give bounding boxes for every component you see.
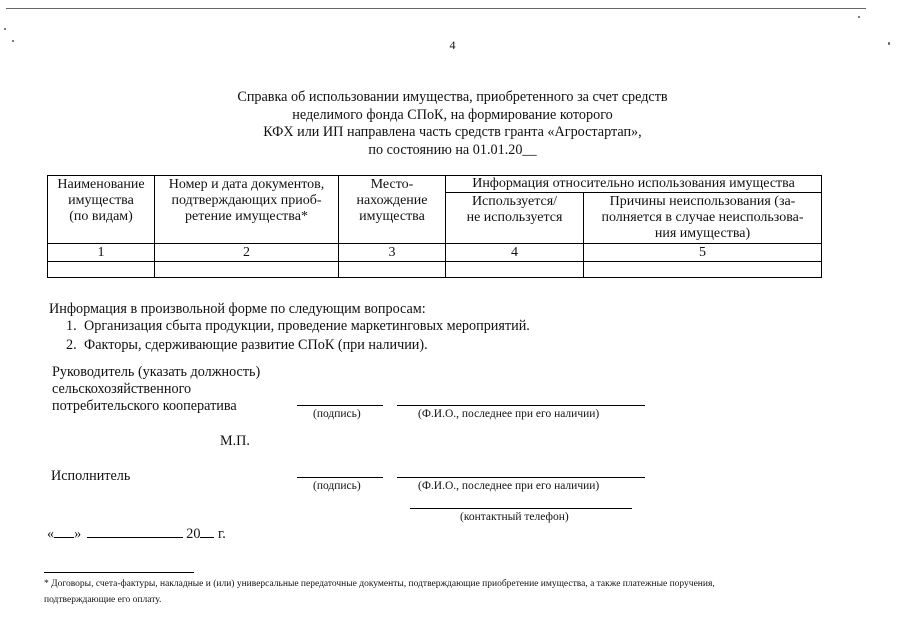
table-cell-empty bbox=[339, 262, 446, 278]
executor-signature-caption: (подпись) bbox=[313, 480, 361, 492]
table-cell-empty bbox=[446, 262, 584, 278]
date-field: « » 20 г. bbox=[47, 526, 226, 542]
title-line: по состоянию на 01.01.20__ bbox=[368, 141, 537, 158]
table-cell-empty bbox=[155, 262, 339, 278]
footnote: * Договоры, счета-фактуры, накладные и (или) универсальные передаточные документы, подтверждающие приобретение имущества, а также платежные поручения, подтверждающие его оплату. bbox=[44, 579, 715, 605]
table-cell-empty bbox=[48, 262, 155, 278]
scan-speck bbox=[858, 16, 860, 18]
executor-label: Исполнитель bbox=[51, 468, 131, 484]
title-line: Справка об использовании имущества, приобретенного за счет средств bbox=[237, 89, 668, 105]
head-signature-line bbox=[297, 405, 383, 406]
header-used: Используется/ не используется bbox=[446, 193, 584, 244]
column-number: 4 bbox=[446, 244, 584, 262]
phone-caption: (контактный телефон) bbox=[460, 511, 569, 523]
page-number: 4 bbox=[449, 38, 456, 52]
head-fio-caption: (Ф.И.О., последнее при его наличии) bbox=[418, 408, 600, 420]
scan-speck bbox=[4, 28, 6, 30]
list-item: 2. Факторы, сдерживающие развитие СПоК (при наличии). bbox=[66, 337, 428, 353]
header-reasons: Причины неиспользования (за- полняется в случае неиспользова- ния имущества) bbox=[584, 193, 822, 244]
head-position-label: Руководитель (указать должность) сельскохозяйственного потребительского кооператива bbox=[52, 364, 261, 414]
stamp-place: М.П. bbox=[220, 433, 250, 449]
header-property-name: Наименование имущества (по видам) bbox=[48, 176, 155, 244]
column-number: 5 bbox=[584, 244, 822, 262]
phone-line bbox=[410, 508, 632, 509]
footnote-separator bbox=[44, 572, 194, 573]
head-fio-line bbox=[397, 405, 645, 406]
property-usage-table bbox=[47, 175, 822, 278]
title-line: КФХ или ИП направлена часть средств гранта «Агростартап», bbox=[263, 124, 642, 140]
column-number: 1 bbox=[48, 244, 155, 262]
header-documents: Номер и дата документов, подтверждающих приоб- ретение имущества* bbox=[155, 176, 339, 244]
title-line: неделимого фонда СПоК, на формирование которого bbox=[292, 106, 613, 123]
document-title bbox=[0, 89, 905, 159]
column-number: 2 bbox=[155, 244, 339, 262]
header-location: Место- нахождение имущества bbox=[339, 176, 446, 244]
questions-intro: Информация в произвольной форме по следующим вопросам: bbox=[49, 301, 426, 317]
executor-signature-line bbox=[297, 477, 383, 478]
table-cell-empty bbox=[584, 262, 822, 278]
column-number: 3 bbox=[339, 244, 446, 262]
top-border-line bbox=[6, 8, 866, 9]
list-item: 1. Организация сбыта продукции, проведение маркетинговых мероприятий. bbox=[66, 318, 530, 334]
header-usage-info: Информация относительно использования имущества bbox=[446, 176, 822, 193]
executor-fio-caption: (Ф.И.О., последнее при его наличии) bbox=[418, 480, 600, 492]
head-signature-caption: (подпись) bbox=[313, 408, 361, 420]
questions-list bbox=[66, 317, 530, 355]
executor-fio-line bbox=[397, 477, 645, 478]
